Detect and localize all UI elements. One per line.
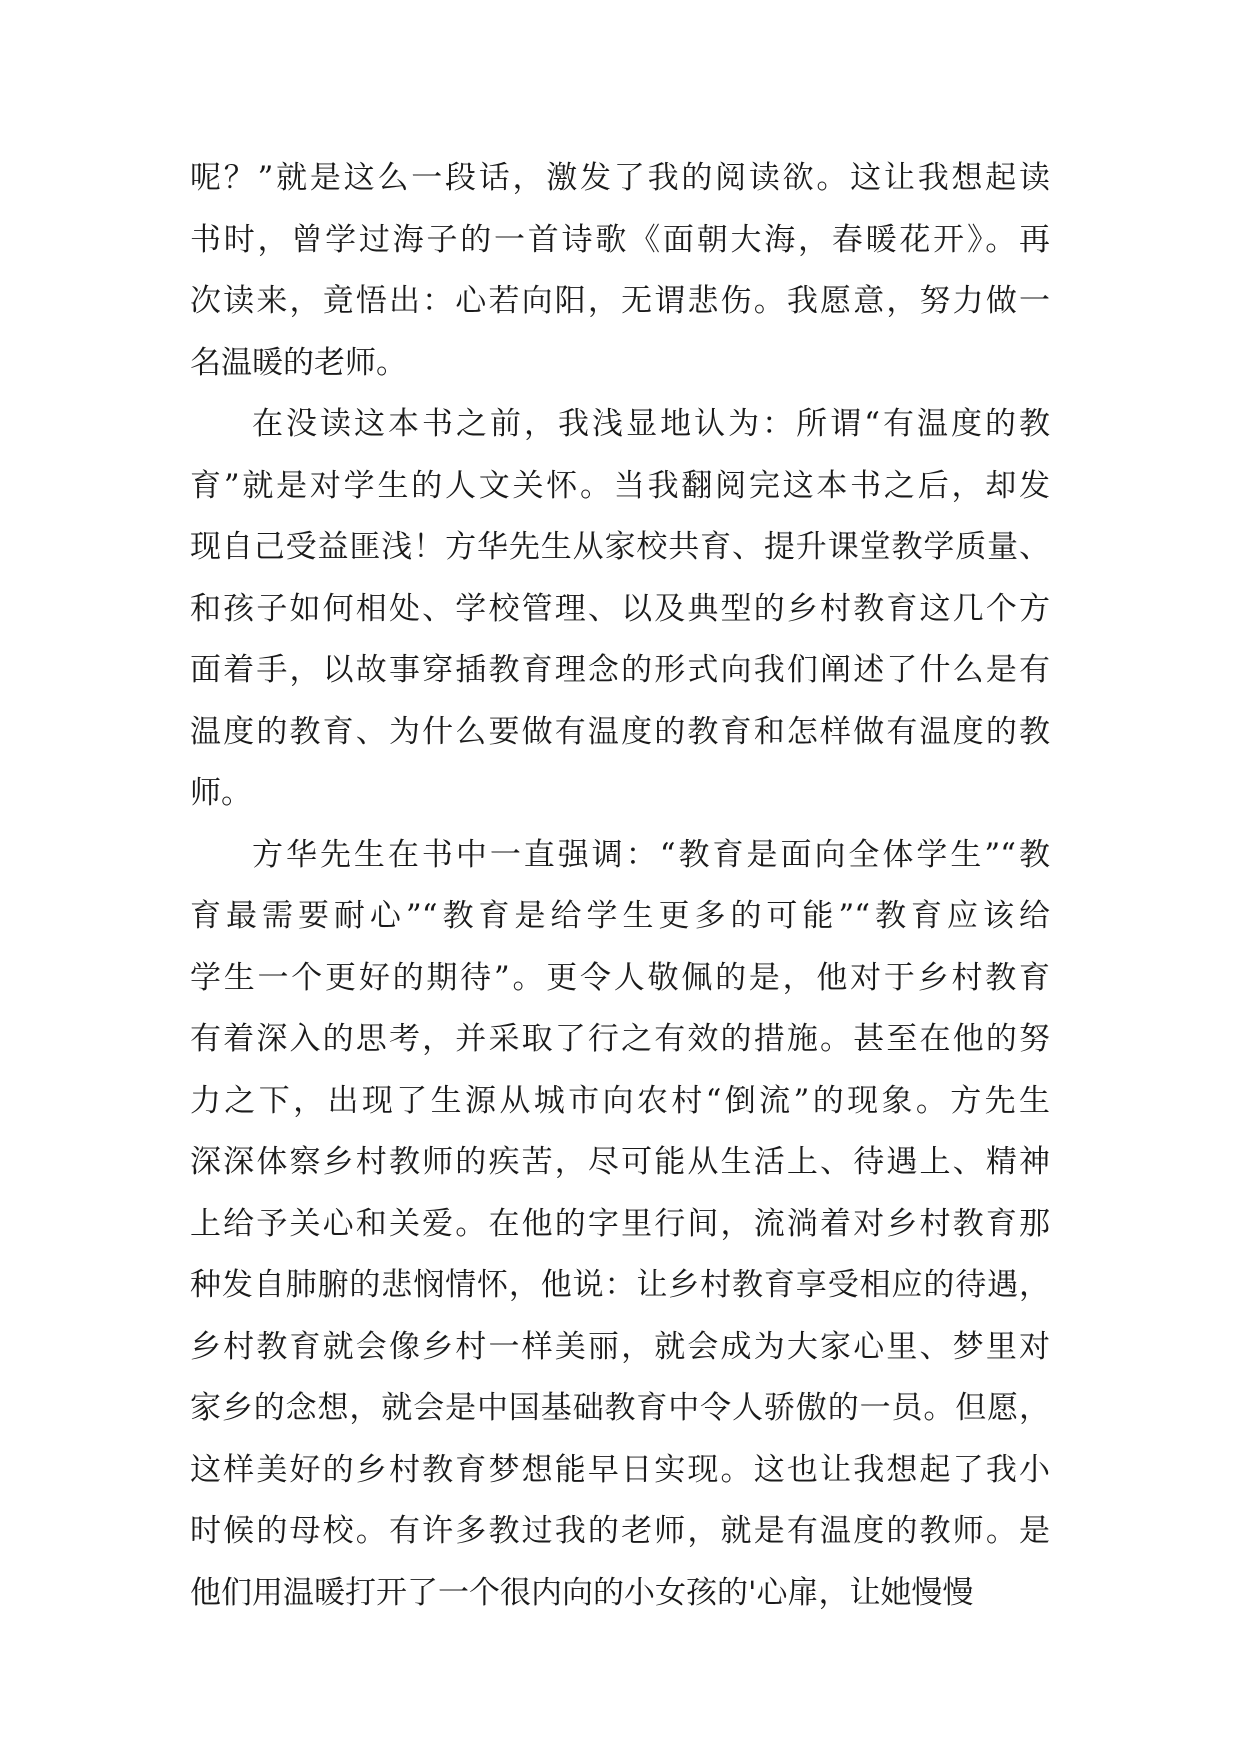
text-line: 学生一个更好的期待”。更令人敬佩的是，他对于乡村教育 [190, 959, 1050, 996]
text-line: 呢？”就是这么一段话，激发了我的阅读欲。这让我想起读 [190, 160, 1050, 196]
text-line: 育”就是对学生的人文关怀。当我翻阅完这本书之后，却发 [190, 467, 1050, 504]
text-line: 和孩子如何相处、学校管理、以及典型的乡村教育这几个方 [190, 590, 1050, 627]
text-line: 面着手，以故事穿插教育理念的形式向我们阐述了什么是有 [190, 652, 1050, 688]
text-line: 在没读这本书之前，我浅显地认为：所谓“有温度的教 [252, 406, 1050, 442]
text-line: 家乡的念想，就会是中国基础教育中令人骄傲的一员。但愿， [190, 1390, 1050, 1426]
text-line: 力之下，出现了生源从城市向农村“倒流”的现象。方先生 [190, 1082, 1050, 1119]
text-line: 现自己受益匪浅！方华先生从家校共育、提升课堂教学质量、 [190, 529, 1050, 565]
text-line: 师。 [190, 775, 252, 811]
text-line: 书时，曾学过海子的一首诗歌《面朝大海，春暖花开》。再 [190, 221, 1050, 258]
paragraph [190, 394, 1050, 825]
body-text [190, 148, 1050, 1624]
text-line: 深深体察乡村教师的疾苦，尽可能从生活上、待遇上、精神 [190, 1144, 1050, 1180]
text-line: 这样美好的乡村教育梦想能早日实现。这也让我想起了我小 [190, 1451, 1050, 1488]
text-line: 他们用温暖打开了一个很内向的小女孩的'心扉，让她慢慢 [190, 1574, 974, 1611]
text-line: 次读来，竟悟出：心若向阳，无谓悲伤。我愿意，努力做一 [190, 283, 1050, 319]
text-line: 种发自肺腑的悲悯情怀，他说：让乡村教育享受相应的待遇， [190, 1267, 1050, 1303]
text-line: 育最需要耐心”“教育是给学生更多的可能”“教育应该给 [190, 898, 1050, 934]
text-line: 温度的教育、为什么要做有温度的教育和怎样做有温度的教 [190, 713, 1050, 750]
text-line: 方华先生在书中一直强调：“教育是面向全体学生”“教 [252, 836, 1050, 873]
text-line: 有着深入的思考，并采取了行之有效的措施。甚至在他的努 [190, 1021, 1050, 1057]
text-line: 乡村教育就会像乡村一样美丽，就会成为大家心里、梦里对 [190, 1328, 1050, 1365]
paragraph [190, 825, 1050, 1625]
paragraph [190, 148, 1050, 394]
text-line: 名温暖的老师。 [190, 344, 407, 381]
text-line: 上给予关心和关爱。在他的字里行间，流淌着对乡村教育那 [190, 1205, 1050, 1242]
text-line: 时候的母校。有许多教过我的老师，就是有温度的教师。是 [190, 1513, 1050, 1549]
